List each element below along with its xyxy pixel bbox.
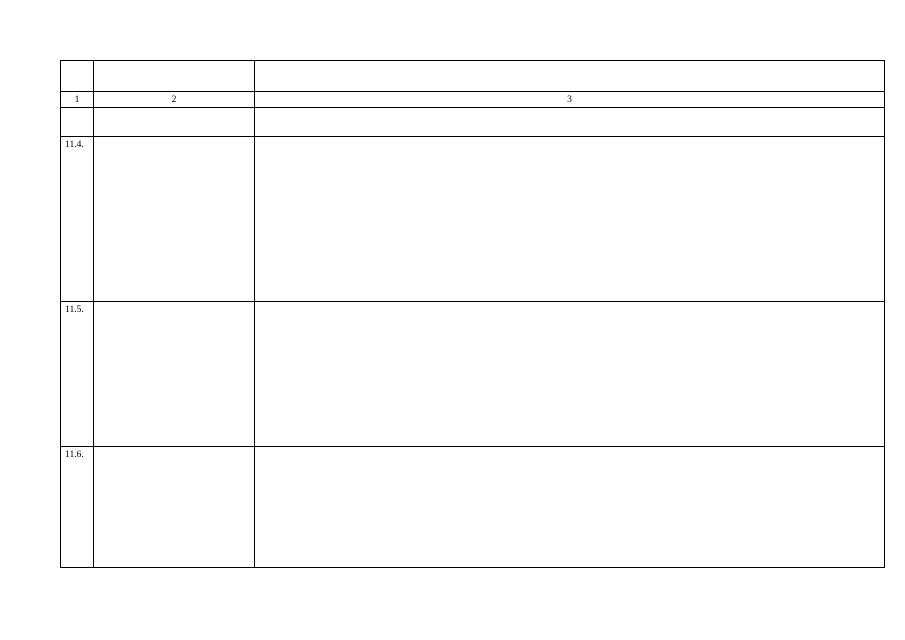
- municipality-name: [94, 447, 255, 568]
- tariff-index-table: [60, 60, 885, 568]
- basis-text: [255, 302, 885, 447]
- row-number: 11.5.: [61, 302, 94, 447]
- header-number: [61, 61, 94, 92]
- table-header-row: [61, 61, 885, 92]
- table-row: [61, 108, 885, 137]
- column-number-row: [61, 92, 885, 108]
- column-number: 1: [61, 92, 94, 108]
- basis-text: [255, 137, 885, 302]
- column-number: 3: [255, 92, 885, 108]
- table-row: [61, 302, 885, 447]
- basis-text: [255, 447, 885, 568]
- table-row: [61, 137, 885, 302]
- table-row: [61, 447, 885, 568]
- municipality-name: [94, 108, 255, 137]
- header-basis: [255, 61, 885, 92]
- row-number: 11.4.: [61, 137, 94, 302]
- column-number: 2: [94, 92, 255, 108]
- municipality-name: [94, 137, 255, 302]
- row-number: 11.6.: [61, 447, 94, 568]
- municipality-name: [94, 302, 255, 447]
- header-municipality: [94, 61, 255, 92]
- basis-text: [255, 108, 885, 137]
- row-number: [61, 108, 94, 137]
